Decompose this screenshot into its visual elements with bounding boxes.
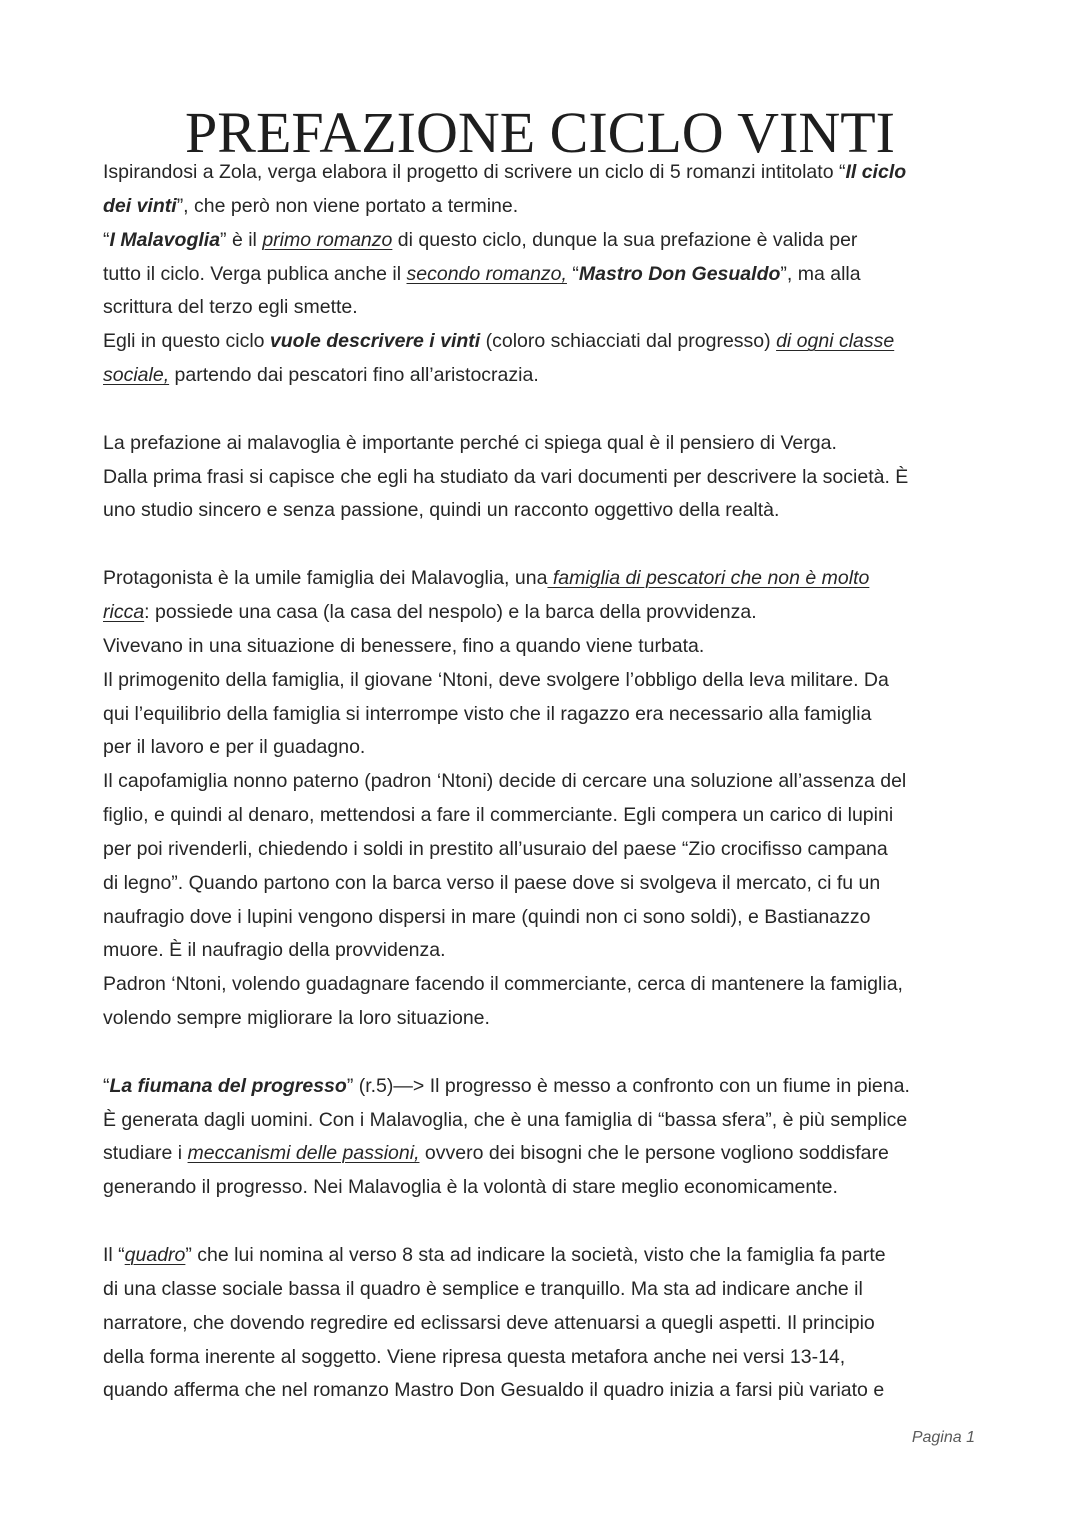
text-run: “ bbox=[103, 1074, 110, 1097]
text-line-content bbox=[103, 664, 889, 698]
text-run: La prefazione ai malavoglia è importante perché ci spiega qual è il pensiero di Verga. bbox=[103, 431, 837, 454]
text-line-content bbox=[103, 799, 893, 833]
text-line-content bbox=[103, 1104, 907, 1138]
text-run: tutto il ciclo. Verga publica anche il bbox=[103, 262, 407, 285]
text-run: per il lavoro e per il guadagno. bbox=[103, 736, 366, 759]
text-run: È generata dagli uomini. Con i Malavoglia, che è una famiglia di “bassa sfera”, è più semplice bbox=[103, 1108, 908, 1131]
blank-line bbox=[103, 1036, 979, 1070]
text-line-content bbox=[103, 359, 539, 393]
text-line-content bbox=[103, 1374, 884, 1408]
text-line-content bbox=[103, 224, 857, 258]
text-run: della forma inerente al soggetto. Viene ripresa questa metafora anche nei versi 13-14, bbox=[103, 1345, 846, 1368]
text-line-content bbox=[103, 562, 869, 596]
text-line bbox=[103, 494, 979, 528]
text-run: di legno”. Quando partono con la barca verso il paese dove si svolgeva il mercato, ci fu un bbox=[103, 871, 881, 894]
emphasis-underlined: quadro bbox=[124, 1244, 186, 1266]
text-line-content bbox=[103, 934, 446, 968]
text-run: narratore, che dovendo regredire ed eclissarsi deve attenuarsi a quegli aspetti. Il principio bbox=[103, 1311, 875, 1334]
text-line bbox=[103, 427, 979, 461]
text-line-content bbox=[103, 1273, 863, 1307]
emphasis-bold-italic: Il ciclo bbox=[845, 161, 907, 183]
text-line bbox=[103, 833, 979, 867]
text-run: qui l’equilibrio della famiglia si interrompe visto che il ragazzo era necessario alla famiglia bbox=[103, 702, 872, 725]
text-line-content bbox=[103, 427, 837, 461]
text-line bbox=[103, 258, 979, 292]
text-line bbox=[103, 1307, 979, 1341]
text-line-content bbox=[103, 1307, 875, 1341]
emphasis-underlined: di ogni classe bbox=[776, 330, 895, 353]
text-line bbox=[103, 901, 979, 935]
text-line-content bbox=[103, 630, 704, 664]
emphasis-underlined: ricca bbox=[103, 600, 145, 623]
emphasis-bold-italic: La fiumana del progresso bbox=[109, 1074, 347, 1097]
text-line bbox=[103, 934, 979, 968]
text-run: Il “ bbox=[103, 1244, 125, 1266]
text-run: (coloro schiacciati dal progresso) bbox=[480, 330, 777, 353]
text-run: Dalla prima frasi si capisce che egli ha studiato da vari documenti per descrivere la società. È bbox=[103, 465, 909, 488]
emphasis-bold-italic: I Malavoglia bbox=[109, 228, 221, 251]
text-line-content bbox=[103, 901, 870, 935]
text-line bbox=[103, 664, 979, 698]
text-line-content bbox=[103, 867, 880, 901]
text-line-content bbox=[103, 1171, 838, 1205]
text-line-content bbox=[103, 258, 861, 292]
text-run: “ bbox=[566, 262, 579, 285]
text-line-content bbox=[103, 325, 894, 359]
text-line bbox=[103, 461, 979, 495]
text-line bbox=[103, 1104, 979, 1138]
text-run: naufragio dove i lupini vengono dispersi in mare (quindi non ci sono soldi), e Bastianazzo bbox=[103, 905, 871, 928]
emphasis-bold-italic: vuole descrivere i vinti bbox=[269, 330, 481, 353]
emphasis-underlined: secondo romanzo, bbox=[406, 262, 567, 285]
text-run: ovvero dei bisogni che le persone vogliono soddisfare bbox=[419, 1142, 889, 1165]
text-line bbox=[103, 1070, 979, 1104]
text-line bbox=[103, 1239, 979, 1273]
text-line-content bbox=[103, 1239, 886, 1273]
text-line bbox=[103, 1137, 979, 1171]
text-line bbox=[103, 291, 979, 325]
text-line bbox=[103, 596, 979, 630]
blank-line bbox=[103, 1205, 979, 1239]
text-run: ” (r.5)—> Il progresso è messo a confronto con un fiume in piena. bbox=[346, 1074, 910, 1097]
text-line bbox=[103, 968, 979, 1002]
text-run: Il capofamiglia nonno paterno (padron ‘Ntoni) decide di cercare una soluzione all’assenza del bbox=[103, 770, 907, 793]
text-line-content bbox=[103, 968, 903, 1002]
text-line bbox=[103, 630, 979, 664]
text-line-content bbox=[103, 1002, 490, 1036]
text-run: muore. È il naufragio della provvidenza. bbox=[103, 939, 446, 962]
text-line bbox=[103, 698, 979, 732]
text-run: Ispirandosi a Zola, verga elabora il progetto di scrivere un ciclo di 5 romanzi intitolato “ bbox=[103, 161, 846, 183]
text-run: ” che lui nomina al verso 8 sta ad indicare la società, visto che la famiglia fa parte bbox=[185, 1244, 886, 1266]
text-line bbox=[103, 799, 979, 833]
text-line-content bbox=[103, 494, 779, 528]
text-run: : possiede una casa (la casa del nespolo) e la barca della provvidenza. bbox=[144, 600, 757, 623]
page-title: PREFAZIONE CICLO VINTI bbox=[185, 100, 895, 165]
text-run: “ bbox=[103, 228, 110, 251]
emphasis-bold-italic: dei vinti bbox=[103, 194, 177, 217]
text-run: studiare i bbox=[103, 1142, 188, 1165]
text-line bbox=[103, 1273, 979, 1307]
page-number: Pagina 1 bbox=[911, 1429, 975, 1446]
text-run: figlio, e quindi al denaro, mettendosi a fare il commerciante. Egli compera un carico di lupini bbox=[103, 804, 894, 827]
text-run: di una classe sociale bassa il quadro è semplice e tranquillo. Ma sta ad indicare anche il bbox=[103, 1277, 863, 1300]
text-line bbox=[103, 1341, 979, 1375]
blank-line bbox=[103, 393, 979, 427]
text-run: Padron ‘Ntoni, volendo guadagnare facendo il commerciante, cerca di mantenere la famiglia, bbox=[103, 973, 903, 996]
text-run: ”, che però non viene portato a termine. bbox=[176, 194, 519, 217]
blank-line bbox=[103, 528, 979, 562]
text-line-content bbox=[103, 1341, 845, 1375]
text-run: per poi rivenderli, chiedendo i soldi in prestito all’usuraio del paese “Zio crocifisso campana bbox=[103, 837, 888, 860]
text-run: ”, ma alla bbox=[780, 262, 861, 285]
text-run: quando afferma che nel romanzo Mastro Don Gesualdo il quadro inizia a farsi più variato e bbox=[103, 1379, 885, 1402]
text-run: Protagonista è la umile famiglia dei Malavoglia, una bbox=[103, 567, 548, 590]
text-run: ” è il bbox=[220, 228, 263, 251]
text-line bbox=[103, 731, 979, 765]
text-line bbox=[103, 867, 979, 901]
text-line bbox=[103, 224, 979, 258]
text-line-content bbox=[103, 461, 908, 495]
emphasis-underlined: sociale, bbox=[103, 364, 170, 387]
text-run: volendo sempre migliorare la loro situazione. bbox=[103, 1007, 490, 1030]
text-line bbox=[103, 1171, 979, 1205]
text-line-content bbox=[103, 1070, 910, 1104]
text-line-content bbox=[103, 190, 518, 224]
text-line bbox=[103, 1374, 979, 1408]
text-line bbox=[103, 190, 979, 224]
text-run: uno studio sincero e senza passione, quindi un racconto oggettivo della realtà. bbox=[103, 499, 780, 522]
text-line-content bbox=[103, 596, 757, 630]
text-line bbox=[103, 359, 979, 393]
text-run: Egli in questo ciclo bbox=[103, 330, 270, 353]
text-run: Vivevano in una situazione di benessere, fino a quando viene turbata. bbox=[103, 634, 705, 657]
emphasis-bold-italic: Mastro Don Gesualdo bbox=[578, 262, 781, 285]
text-line-content bbox=[103, 698, 871, 732]
text-line bbox=[103, 325, 979, 359]
emphasis-underlined: famiglia di pescatori che non è molto bbox=[547, 567, 870, 590]
text-line bbox=[103, 1002, 979, 1036]
text-line-content bbox=[103, 1137, 889, 1171]
emphasis-underlined: primo romanzo bbox=[262, 228, 393, 251]
text-line-content bbox=[103, 731, 365, 765]
text-run: Il primogenito della famiglia, il giovane ‘Ntoni, deve svolgere l’obbligo della leva militare. Da bbox=[103, 668, 889, 691]
emphasis-underlined: meccanismi delle passioni, bbox=[187, 1142, 420, 1165]
text-line-content bbox=[103, 833, 888, 867]
text-run: generando il progresso. Nei Malavoglia è la volontà di stare meglio economicamente. bbox=[103, 1176, 838, 1199]
text-run: di questo ciclo, dunque la sua prefazione è valida per bbox=[392, 228, 858, 251]
text-line bbox=[103, 765, 979, 799]
text-line-content bbox=[103, 156, 906, 190]
body-text bbox=[103, 156, 979, 1408]
text-run: scrittura del terzo egli smette. bbox=[103, 296, 358, 319]
text-line bbox=[103, 156, 979, 190]
text-line-content bbox=[103, 291, 358, 325]
text-line-content bbox=[103, 765, 906, 799]
text-run: partendo dai pescatori fino all’aristocrazia. bbox=[169, 364, 539, 387]
text-line bbox=[103, 562, 979, 596]
